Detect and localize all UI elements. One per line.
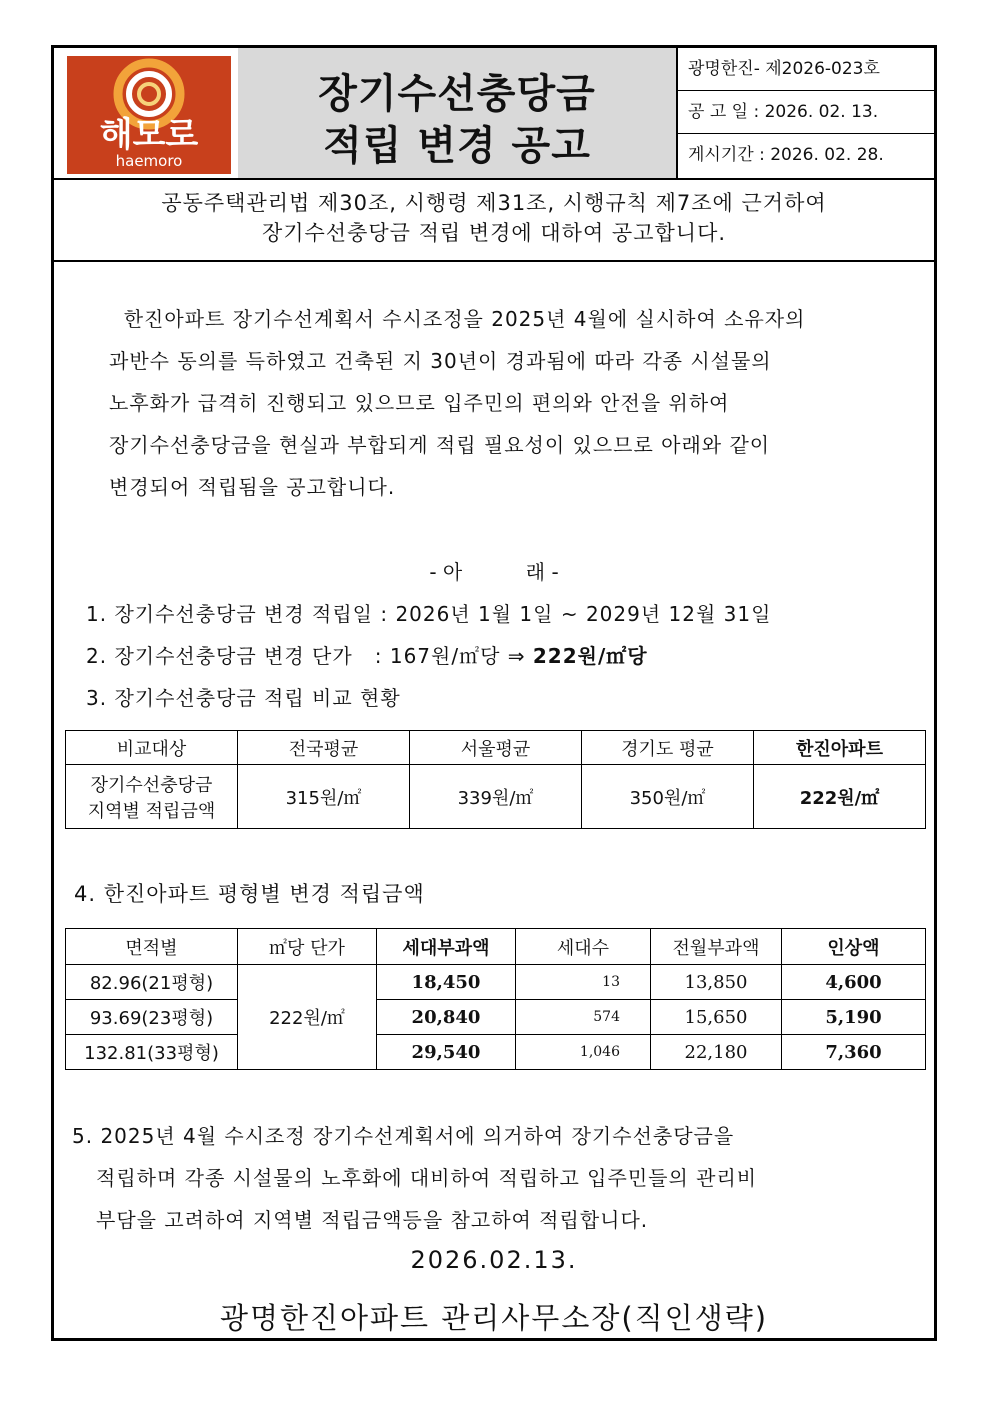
body-paragraph [109, 298, 919, 508]
comparison-value-gyeonggi: 350원/㎡ [582, 765, 754, 829]
announce-date: 공 고 일 : 2026. 02. 13. [678, 91, 934, 134]
unit-households: 1,046 [516, 1035, 651, 1070]
logo-brand-en: haemoro [115, 152, 183, 170]
intro [54, 178, 934, 262]
comparison-value-hanjin: 222원/㎡ [754, 765, 926, 829]
haemoro-logo [67, 56, 231, 174]
unit-households: 13 [516, 965, 651, 1000]
row-label-line1: 장기수선충당금 [90, 774, 213, 796]
unit-table [65, 928, 926, 1070]
body-line: 변경되어 적립됨을 공고합니다. [109, 475, 396, 499]
item-2-new-rate: 222원/㎡당 [532, 644, 648, 668]
unit-header: 인상액 [782, 929, 926, 965]
unit-area: 93.69(23평형) [66, 1000, 238, 1035]
title-line1: 장기수선충당금 [318, 71, 596, 117]
comparison-value-seoul: 339원/㎡ [410, 765, 582, 829]
unit-charge: 29,540 [377, 1035, 516, 1070]
signature: 광명한진아파트 관리사무소장(직인생략) [219, 1301, 769, 1335]
comparison-value-national: 315원/㎡ [238, 765, 410, 829]
body-line: 노후화가 급격히 진행되고 있으므로 입주민의 편의와 안전을 위하여 [109, 391, 730, 415]
logo-brand-ko: 해모로 [99, 115, 199, 155]
unit-header: ㎡당 단가 [238, 929, 377, 965]
body-line: 장기수선충당금을 현실과 부합되게 적립 필요성이 있으므로 아래와 같이 [109, 433, 771, 457]
comparison-table [65, 730, 926, 829]
body-line: 과반수 동의를 득하였고 건축된 지 30년이 경과됨에 따라 각종 시설물의 [109, 349, 772, 373]
title-line2: 적립 변경 공고 [323, 123, 591, 169]
posting-period: 게시기간 : 2026. 02. 28. [688, 145, 884, 165]
item-2-prefix: 2. 장기수선충당금 변경 단가 : 167원/㎡당 ⇒ [86, 644, 533, 668]
info-cell [678, 48, 934, 178]
intro-line1: 공동주택관리법 제30조, 시행령 제31조, 시행규칙 제7조에 근거하여 [161, 191, 827, 215]
section-4-title: 4. 한진아파트 평형별 변경 적립금액 [74, 882, 425, 906]
unit-header: 세대수 [516, 929, 651, 965]
unit-prev-charge: 22,180 [651, 1035, 782, 1070]
unit-charge: 18,450 [377, 965, 516, 1000]
unit-area: 82.96(21평형) [66, 965, 238, 1000]
comparison-header: 비교대상 [66, 731, 238, 765]
unit-charge: 20,840 [377, 1000, 516, 1035]
logo-cell [54, 48, 239, 178]
item-2 [86, 640, 648, 669]
below-heading: - 아 래 - [429, 560, 559, 584]
unit-header: 세대부과액 [377, 929, 516, 965]
unit-header: 전월부과액 [651, 929, 782, 965]
unit-price: 222원/㎡ [238, 965, 377, 1070]
unit-area: 132.81(33평형) [66, 1035, 238, 1070]
item-1: 1. 장기수선충당금 변경 적립일 : 2026년 1월 1일 ~ 2029년 12월 31일 [86, 602, 772, 626]
comparison-header: 전국평균 [238, 731, 410, 765]
unit-households: 574 [516, 1000, 651, 1035]
item-5-line3: 부담을 고려하여 지역별 적립금액등을 참고하여 적립합니다. [96, 1208, 649, 1232]
comparison-header: 경기도 평균 [582, 731, 754, 765]
unit-header: 면적별 [66, 929, 238, 965]
item-5-line1: 5. 2025년 4월 수시조정 장기수선계획서에 의거하여 장기수선충당금을 [72, 1124, 735, 1148]
item-5-line2: 적립하며 각종 시설물의 노후화에 대비하여 적립하고 입주민들의 관리비 [96, 1166, 758, 1190]
unit-prev-charge: 15,650 [651, 1000, 782, 1035]
row-label-line2: 지역별 적립금액 [87, 800, 216, 822]
comparison-row-label [66, 765, 238, 829]
header [54, 48, 934, 180]
unit-prev-charge: 13,850 [651, 965, 782, 1000]
title-cell [238, 48, 678, 178]
unit-increase: 5,190 [782, 1000, 926, 1035]
item-3: 3. 장기수선충당금 적립 비교 현황 [86, 686, 401, 710]
unit-increase: 4,600 [782, 965, 926, 1000]
intro-line2: 장기수선충당금 적립 변경에 대하여 공고합니다. [261, 221, 727, 245]
comparison-header-hanjin: 한진아파트 [754, 731, 926, 765]
notice-frame [51, 45, 937, 1341]
body-line: 한진아파트 장기수선계획서 수시조정을 2025년 4월에 실시하여 소유자의 [109, 307, 806, 331]
notice-date: 2026.02.13. [410, 1246, 578, 1274]
unit-increase: 7,360 [782, 1035, 926, 1070]
comparison-header: 서울평균 [410, 731, 582, 765]
notice-number: 광명한진- 제2026-023호 [678, 48, 934, 91]
